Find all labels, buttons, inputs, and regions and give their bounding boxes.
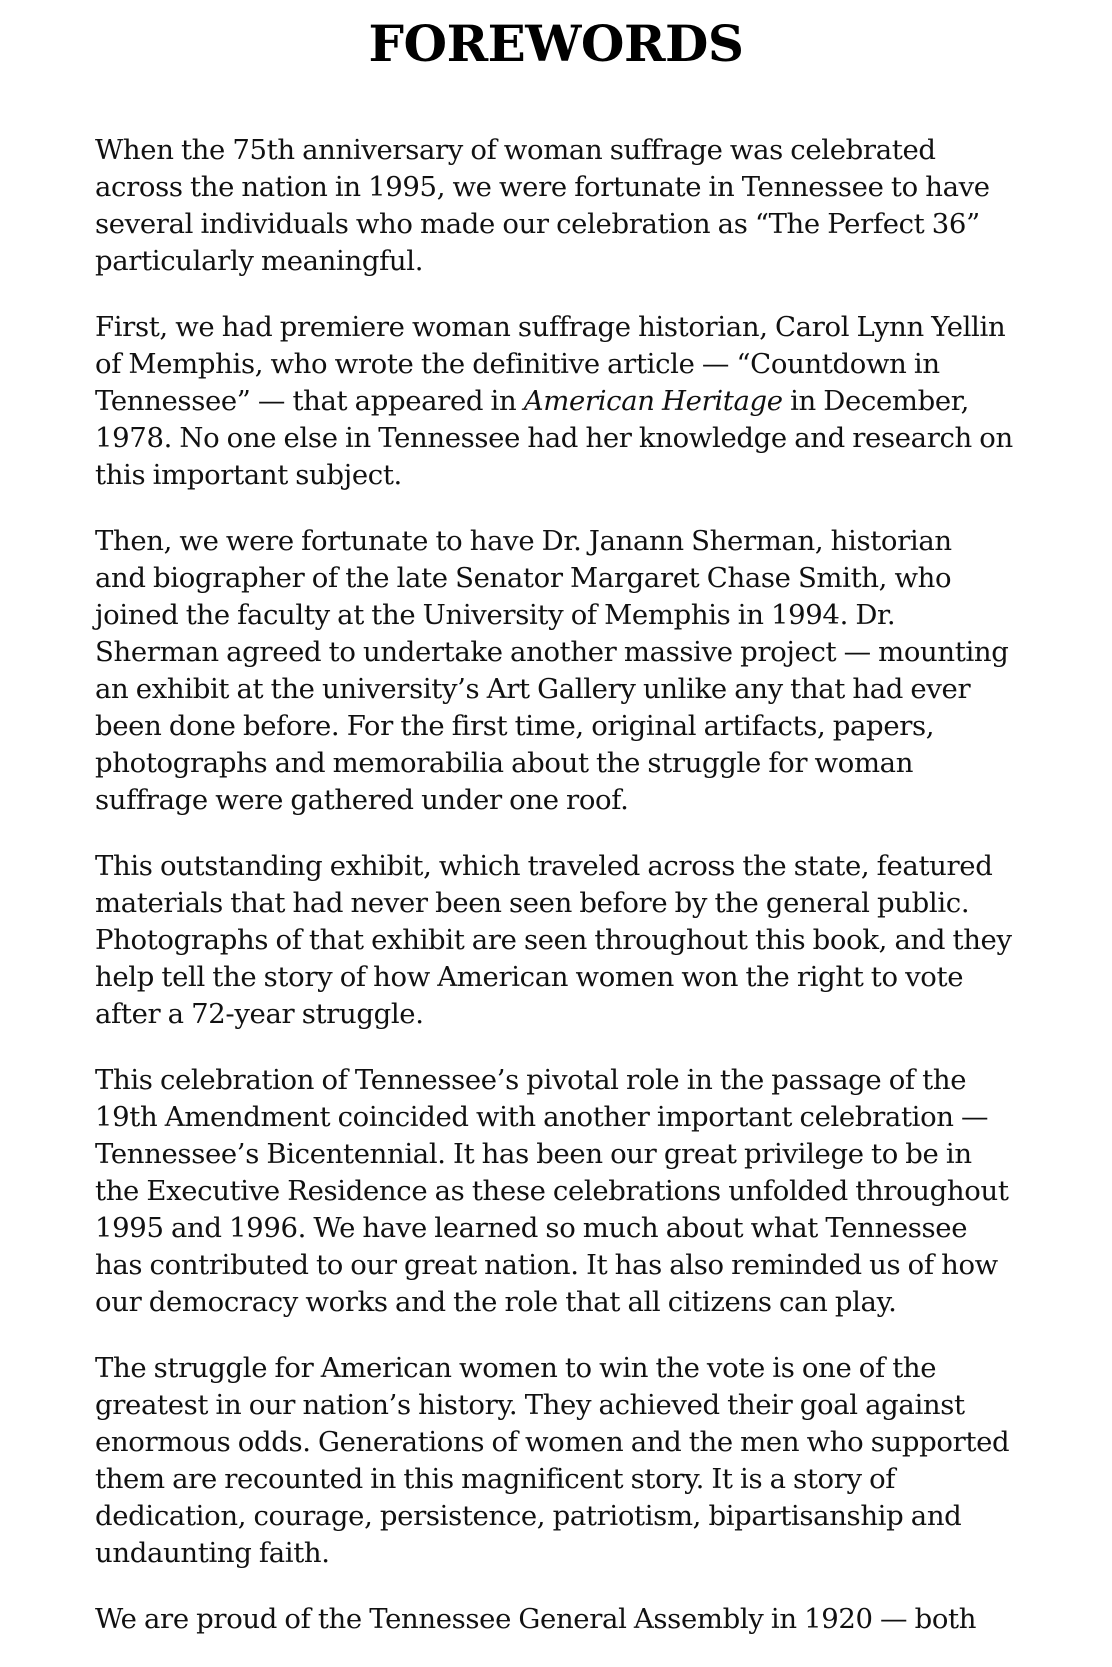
- text-line: and biographer of the late Senator Margaret Chase Smith, who: [95, 562, 952, 594]
- paragraph-3: [95, 523, 1035, 819]
- text-segment: Tennessee” — that appeared in: [95, 385, 524, 417]
- text-line: dedication, courage, persistence, patriotism, bipartisanship and: [95, 1500, 962, 1532]
- text-line: 1995 and 1996. We have learned so much about what Tennessee: [95, 1212, 968, 1244]
- text-line: undaunting faith.: [95, 1537, 330, 1569]
- text-line: When the 75th anniversary of woman suffrage was celebrated: [95, 134, 936, 166]
- text-line: across the nation in 1995, we were fortunate in Tennessee to have: [95, 171, 990, 203]
- text-line: several individuals who made our celebration as “The Perfect 36”: [95, 208, 980, 240]
- text-line: Then, we were fortunate to have Dr. Janann Sherman, historian: [95, 525, 952, 557]
- text-line: materials that had never been seen before by the general public.: [95, 887, 970, 919]
- page-title: FOREWORDS: [368, 14, 744, 73]
- text-line: after a 72-year struggle.: [95, 998, 424, 1030]
- text-line: the Executive Residence as these celebrations unfolded throughout: [95, 1175, 1009, 1207]
- publication-title: American Heritage: [523, 385, 783, 417]
- text-line: an exhibit at the university’s Art Gallery unlike any that had ever: [95, 673, 971, 705]
- text-line: suffrage were gathered under one roof.: [95, 784, 629, 816]
- text-line: greatest in our nation’s history. They achieved their goal against: [95, 1389, 965, 1421]
- paragraph-6: [95, 1350, 1035, 1572]
- text-line: enormous odds. Generations of women and the men who supported: [95, 1426, 1010, 1458]
- text-line: this important subject.: [95, 459, 402, 491]
- paragraph-2: [95, 309, 1035, 494]
- text-line: has contributed to our great nation. It has also reminded us of how: [95, 1249, 998, 1281]
- text-line: 19th Amendment coincided with another important celebration —: [95, 1101, 989, 1133]
- text-line: 1978. No one else in Tennessee had her knowledge and research on: [95, 422, 1013, 454]
- text-line: Photographs of that exhibit are seen throughout this book, and they: [95, 924, 1012, 956]
- foreword-body: [95, 132, 1035, 1667]
- text-line: them are recounted in this magnificent story. It is a story of: [95, 1463, 896, 1495]
- paragraph-5: [95, 1062, 1035, 1321]
- text-line: This outstanding exhibit, which traveled across the state, featured: [95, 850, 993, 882]
- text-line: of Memphis, who wrote the definitive article — “Countdown in: [95, 348, 940, 380]
- text-line: help tell the story of how American women won the right to vote: [95, 961, 964, 993]
- text-line: photographs and memorabilia about the struggle for woman: [95, 747, 914, 779]
- text-line: Tennessee’s Bicentennial. It has been our great privilege to be in: [95, 1138, 972, 1170]
- text-line: been done before. For the first time, original artifacts, papers,: [95, 710, 935, 742]
- text-line: particularly meaningful.: [95, 245, 424, 277]
- text-line: joined the faculty at the University of Memphis in 1994. Dr.: [95, 599, 896, 631]
- text-line: Sherman agreed to undertake another massive project — mounting: [95, 636, 1009, 668]
- paragraph-1: [95, 132, 1035, 280]
- text-line: We are proud of the Tennessee General Assembly in 1920 — both: [95, 1603, 977, 1635]
- text-line: The struggle for American women to win the vote is one of the: [95, 1352, 937, 1384]
- paragraph-4: [95, 848, 1035, 1033]
- text-line: [95, 383, 1035, 420]
- text-line: our democracy works and the role that all citizens can play.: [95, 1286, 897, 1318]
- paragraph-7: [95, 1601, 1035, 1638]
- text-segment: in December,: [782, 385, 969, 417]
- text-line: This celebration of Tennessee’s pivotal role in the passage of the: [95, 1064, 967, 1096]
- text-line: First, we had premiere woman suffrage historian, Carol Lynn Yellin: [95, 311, 1006, 343]
